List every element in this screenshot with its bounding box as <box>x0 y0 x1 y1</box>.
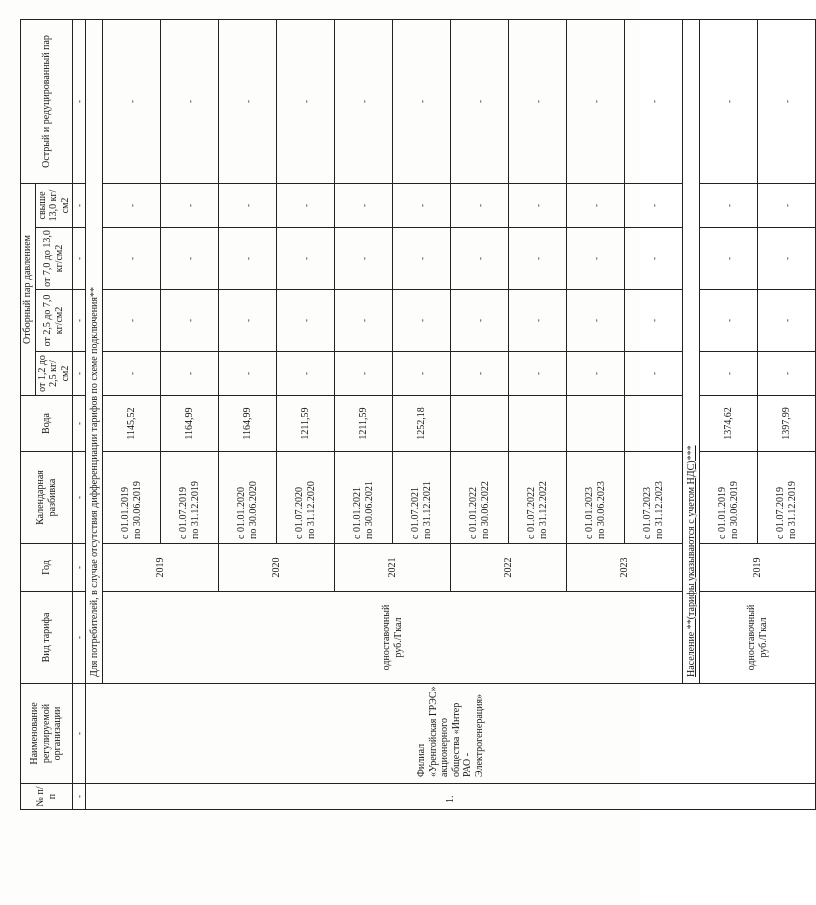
dash-cell: - <box>161 352 219 396</box>
dash-cell: - <box>277 228 335 290</box>
dash-cell: - <box>451 228 509 290</box>
dash-cell: - <box>451 183 509 227</box>
year-cell: 2020 <box>219 544 335 592</box>
dash-cell: - <box>103 228 161 290</box>
year-cell: 2023 <box>567 544 683 592</box>
dash-cell: - <box>393 228 451 290</box>
period-cell: с 01.07.2019 по 31.12.2019 <box>758 452 816 544</box>
header-row-1 <box>21 19 36 809</box>
dash-cell: - <box>73 396 86 452</box>
dash-cell: - <box>509 228 567 290</box>
dash-cell: - <box>393 19 451 183</box>
water-cell <box>451 396 509 452</box>
water-cell <box>567 396 625 452</box>
dash-cell: - <box>103 352 161 396</box>
dash-cell: - <box>73 452 86 544</box>
dash-cell: - <box>700 183 758 227</box>
dash-cell: - <box>625 352 683 396</box>
dash-cell: - <box>567 183 625 227</box>
tariff-table <box>20 19 816 810</box>
dash-cell: - <box>103 290 161 352</box>
dash-cell: - <box>73 352 86 396</box>
section-row-1 <box>86 19 103 809</box>
header-tariff-type: Вид тарифа <box>21 592 73 684</box>
period-cell: с 01.01.2023 по 30.06.2023 <box>567 452 625 544</box>
dash-cell: - <box>700 19 758 183</box>
dash-cell: - <box>161 290 219 352</box>
water-cell <box>509 396 567 452</box>
period-cell: с 01.07.2022 по 31.12.2022 <box>509 452 567 544</box>
dash-cell: - <box>700 352 758 396</box>
dash-cell: - <box>219 228 277 290</box>
header-steam-3: от 7,0 до 13,0 кг/см2 <box>35 228 73 290</box>
dash-cell: - <box>73 544 86 592</box>
dash-cell: - <box>73 592 86 684</box>
header-steam-1: от 1,2 до 2,5 кг/см2 <box>35 352 73 396</box>
water-cell: 1164,99 <box>219 396 277 452</box>
dash-cell: - <box>161 19 219 183</box>
dash-cell: - <box>219 290 277 352</box>
dash-cell: - <box>758 290 816 352</box>
dash-cell: - <box>758 228 816 290</box>
tariff-type-cell: одноставочный руб./Гкал <box>103 592 683 684</box>
dash-cell: - <box>73 784 86 810</box>
water-cell: 1164,99 <box>161 396 219 452</box>
dash-cell: - <box>73 183 86 227</box>
organization-name: Филиал «Уренгойская ГРЭС» акционерного общества «Интер РАО - Электрогенерация» <box>86 684 816 784</box>
dash-cell: - <box>335 352 393 396</box>
period-cell: с 01.01.2020 по 30.06.2020 <box>219 452 277 544</box>
water-cell: 1211,59 <box>277 396 335 452</box>
dash-cell: - <box>625 290 683 352</box>
row-number: 1. <box>86 784 816 810</box>
dash-cell: - <box>700 228 758 290</box>
header-year: Год <box>21 544 73 592</box>
dash-cell: - <box>567 228 625 290</box>
period-cell: с 01.01.2022 по 30.06.2022 <box>451 452 509 544</box>
period-cell: с 01.07.2021 по 31.12.2021 <box>393 452 451 544</box>
dash-cell: - <box>103 183 161 227</box>
dash-cell: - <box>161 183 219 227</box>
dash-cell: - <box>700 290 758 352</box>
dash-cell: - <box>758 352 816 396</box>
dash-cell: - <box>393 290 451 352</box>
water-cell: 1211,59 <box>335 396 393 452</box>
dash-cell: - <box>567 290 625 352</box>
header-steam-4: свыше 13,0 кг/см2 <box>35 183 73 227</box>
table-body <box>21 19 816 809</box>
dash-cell: - <box>335 290 393 352</box>
water-cell <box>625 396 683 452</box>
tariff-type-cell: одноставочный руб./Гкал <box>700 592 816 684</box>
dash-cell: - <box>758 183 816 227</box>
dash-cell: - <box>509 290 567 352</box>
period-cell: с 01.07.2020 по 31.12.2020 <box>277 452 335 544</box>
dash-cell: - <box>277 19 335 183</box>
period-cell: с 01.01.2019 по 30.06.2019 <box>700 452 758 544</box>
year-cell: 2019 <box>700 544 816 592</box>
dash-cell: - <box>509 352 567 396</box>
dash-cell: - <box>335 19 393 183</box>
table-frame <box>20 20 798 810</box>
dash-cell: - <box>73 19 86 183</box>
header-steam-group: Отборный пар давлением <box>21 183 36 395</box>
section-title-2: Население **(тарифы указываются с учетом НДС)*** <box>683 19 700 683</box>
water-cell: 1145,52 <box>103 396 161 452</box>
dash-cell: - <box>73 228 86 290</box>
dash-cell: - <box>451 290 509 352</box>
dash-row <box>73 19 86 809</box>
year-cell: 2019 <box>103 544 219 592</box>
dash-cell: - <box>277 352 335 396</box>
rotated-tariff-table <box>20 20 798 810</box>
dash-cell: - <box>625 183 683 227</box>
dash-cell: - <box>335 183 393 227</box>
dash-cell: - <box>277 290 335 352</box>
dash-cell: - <box>625 228 683 290</box>
header-steam-2: от 2,5 до 7,0 кг/см2 <box>35 290 73 352</box>
dash-cell: - <box>393 183 451 227</box>
period-cell: с 01.01.2019 по 30.06.2019 <box>103 452 161 544</box>
header-sharp-steam: Острый и редуцированный пар <box>21 19 73 183</box>
dash-cell: - <box>625 19 683 183</box>
dash-cell: - <box>567 19 625 183</box>
dash-cell: - <box>219 352 277 396</box>
dash-cell: - <box>758 19 816 183</box>
header-org: Наименование регулируемой организации <box>21 684 73 784</box>
section-title-1: Для потребителей, в случае отсутствия дифференциации тарифов по схеме подключения** <box>86 19 103 683</box>
header-num: № п/п <box>21 784 73 810</box>
water-cell: 1252,18 <box>393 396 451 452</box>
dash-cell: - <box>509 19 567 183</box>
period-cell: с 01.07.2019 по 31.12.2019 <box>161 452 219 544</box>
dash-cell: - <box>73 684 86 784</box>
dash-cell: - <box>451 352 509 396</box>
dash-cell: - <box>451 19 509 183</box>
year-cell: 2021 <box>335 544 451 592</box>
water-cell: 1397,99 <box>758 396 816 452</box>
dash-cell: - <box>219 19 277 183</box>
water-cell: 1374,62 <box>700 396 758 452</box>
dash-cell: - <box>335 228 393 290</box>
dash-cell: - <box>161 228 219 290</box>
dash-cell: - <box>73 290 86 352</box>
period-cell: с 01.07.2023 по 31.12.2023 <box>625 452 683 544</box>
header-period: Календарная разбивка <box>21 452 73 544</box>
dash-cell: - <box>219 183 277 227</box>
dash-cell: - <box>277 183 335 227</box>
dash-cell: - <box>567 352 625 396</box>
year-cell: 2022 <box>451 544 567 592</box>
dash-cell: - <box>509 183 567 227</box>
dash-cell: - <box>103 19 161 183</box>
period-cell: с 01.01.2021 по 30.06.2021 <box>335 452 393 544</box>
dash-cell: - <box>393 352 451 396</box>
header-water: Вода <box>21 396 73 452</box>
